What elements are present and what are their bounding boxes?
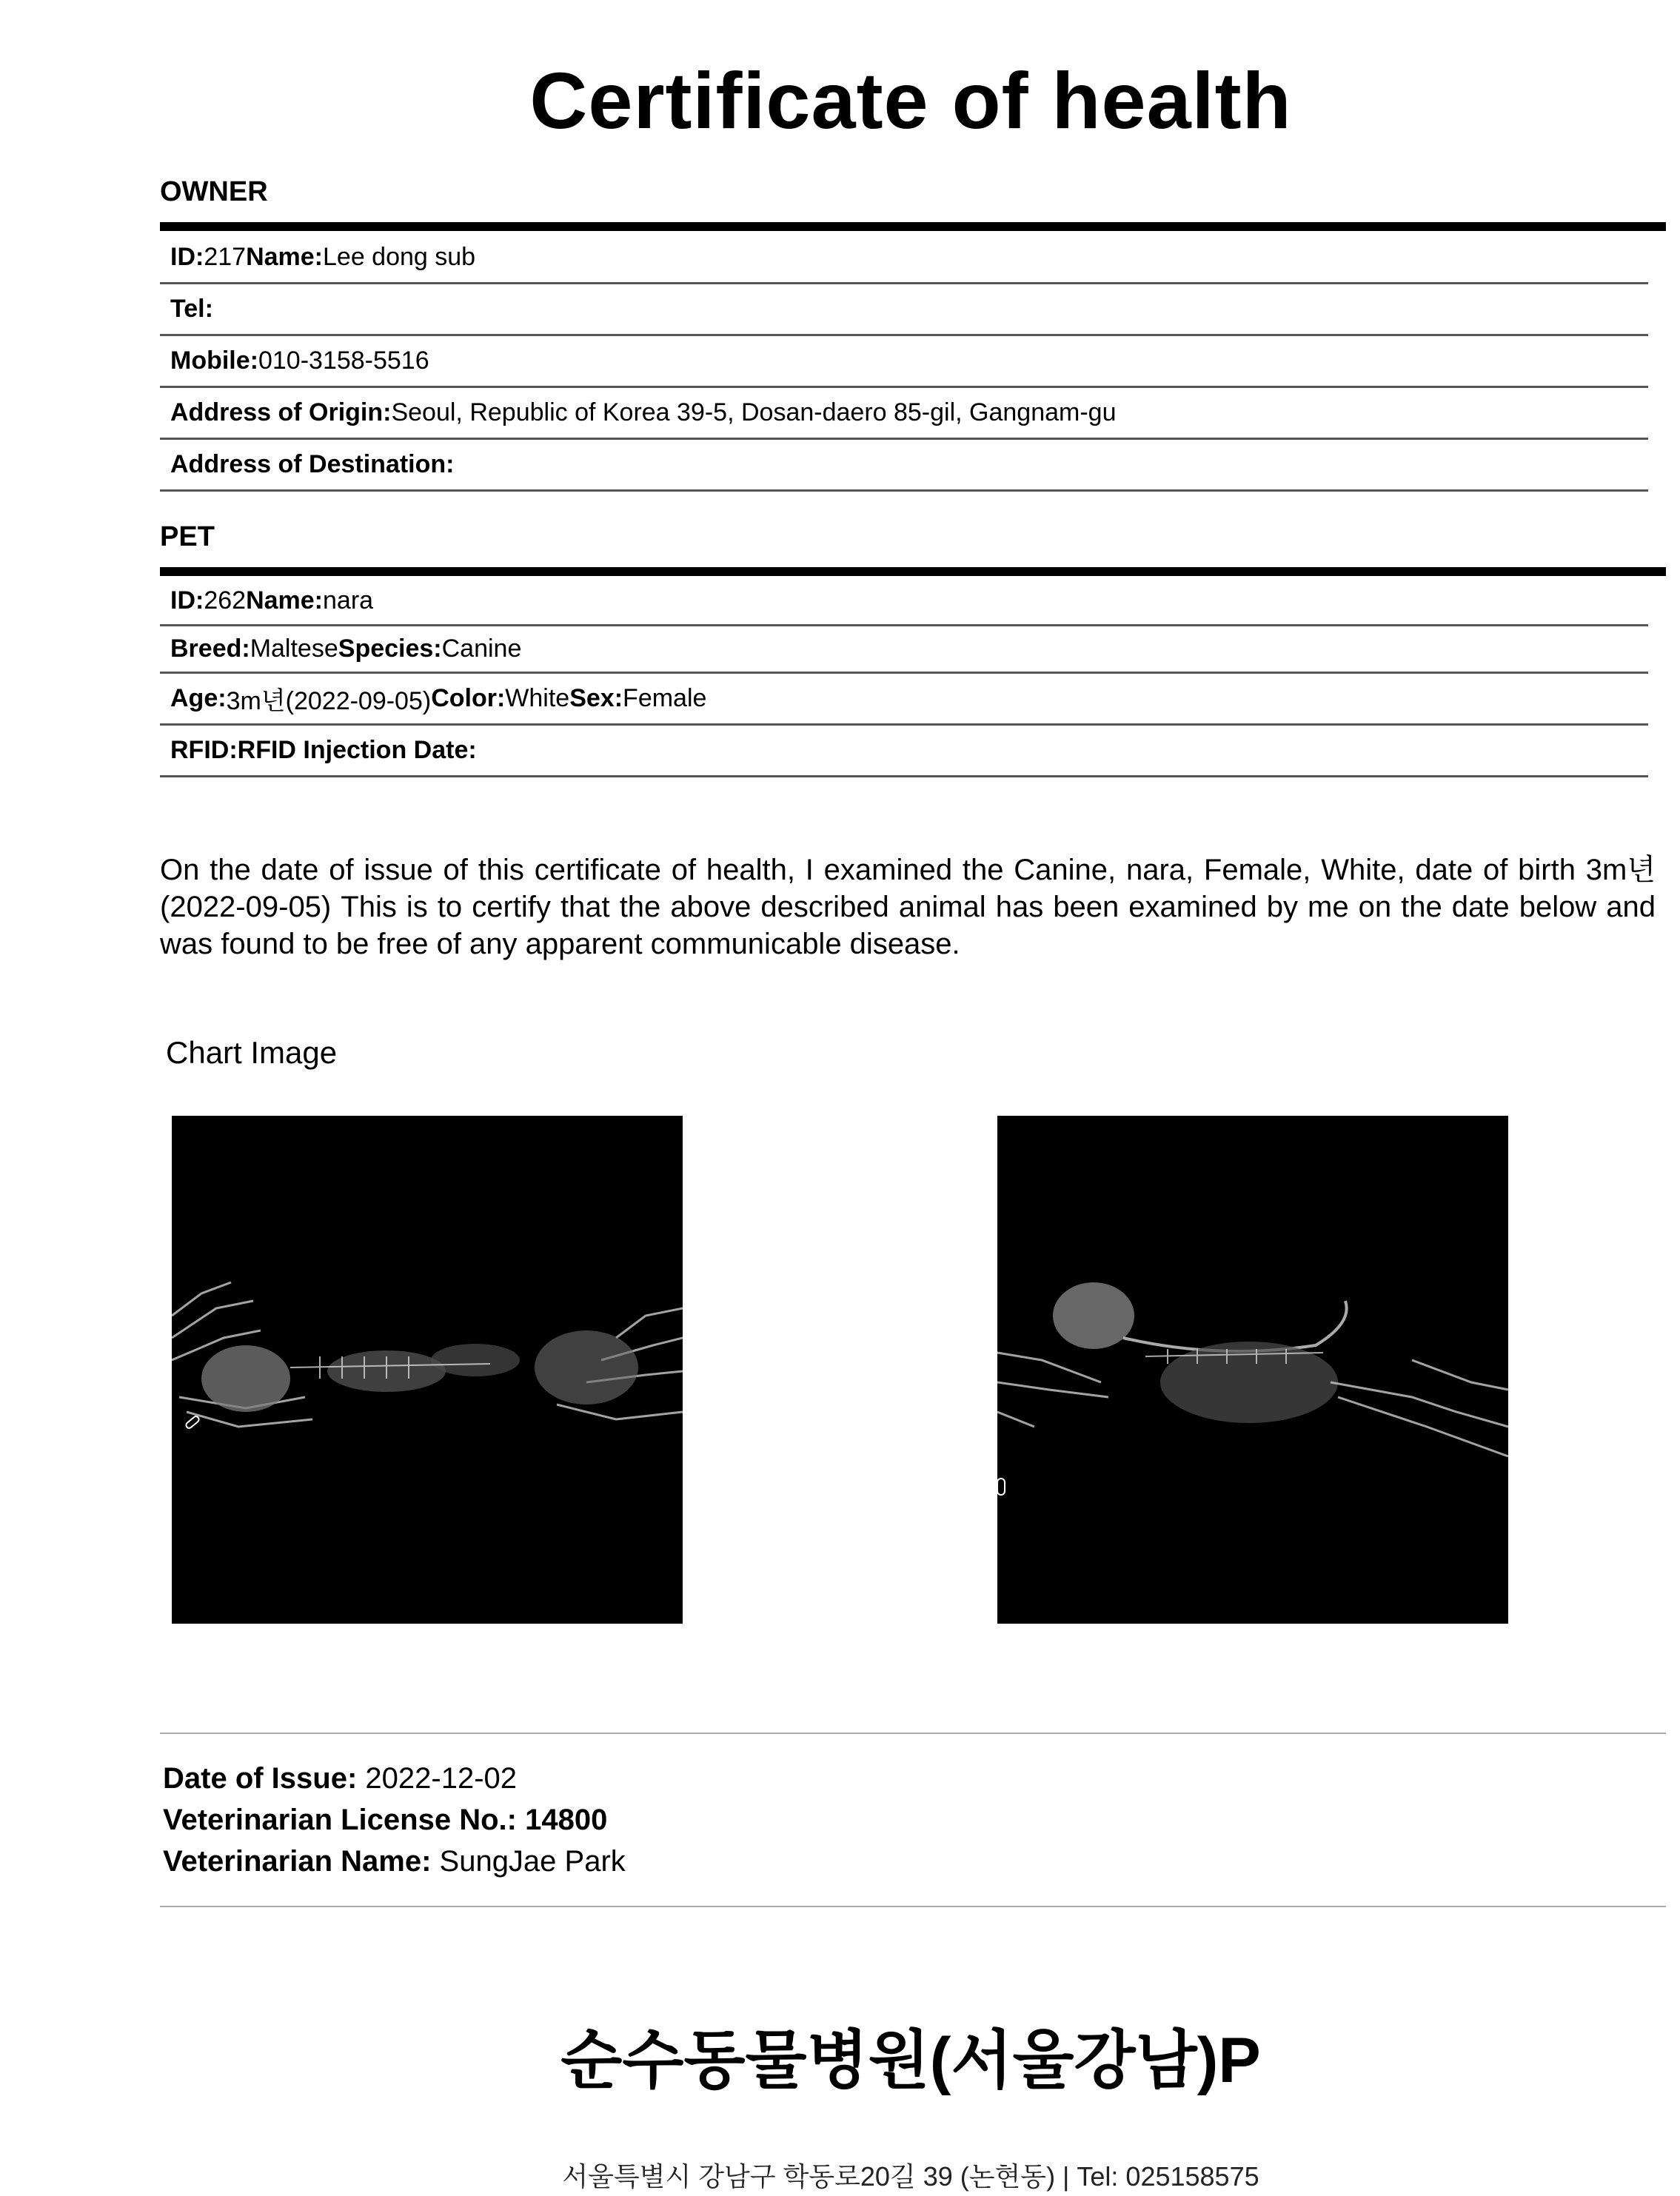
owner-destination-label: Address of Destination: [170,450,455,478]
chart-image-heading: Chart Image [166,1035,338,1070]
pet-rfid-row [160,726,1648,777]
owner-table [160,232,1648,492]
owner-name: Lee dong sub [323,243,476,271]
pet-rfid-date-label: RFID Injection Date: [237,736,477,764]
pet-table [160,578,1648,777]
issue-date-label: Date of Issue: [163,1762,358,1795]
pet-species-label: Species: [338,635,442,663]
owner-origin: Seoul, Republic of Korea 39-5, Dosan-daero 85-gil, Gangnam-gu [391,398,1117,426]
certification-statement: On the date of issue of this certificate of health, I examined the Canine, nara, Female, White, date of birth 3m년(2022-09-05) This is to certify that the above described animal has been examined by me on the date below and was found to be free of any apparent communicable disease. [160,854,1656,960]
pet-breed-label: Breed: [170,635,250,663]
pet-age-row [160,674,1648,726]
vet-name: SungJae Park [439,1845,626,1878]
pet-id-label: ID: [170,586,204,615]
pet-rfid-label: RFID: [170,736,238,764]
clinic-name: 순수동물병원(서울강남)P [560,2025,1261,2096]
document-title: Certificate of health [529,56,1292,145]
pet-sex: Female [623,684,707,712]
owner-mobile-row [160,336,1648,388]
owner-tel-row [160,284,1648,336]
pet-name: nara [323,586,374,615]
pet-sex-label: Sex: [569,684,623,712]
pet-species: Canine [441,635,522,663]
clinic-address: 서울특별시 강남구 학동로20길 39 (논현동) | Tel: 025158575 [562,2161,1259,2192]
license-number: 14800 [525,1804,608,1836]
pet-age-label: Age: [170,684,227,712]
pet-breed: Maltese [250,635,338,663]
pet-id: 262 [204,586,247,615]
pet-age: 3m년(2022-09-05) [226,687,432,715]
divider-bottom [160,1906,1666,1907]
pet-heading: PET [160,521,215,552]
owner-mobile: 010-3158-5516 [258,347,429,375]
pet-breed-row [160,626,1648,674]
vet-name-line [163,1841,626,1882]
owner-origin-row [160,388,1648,440]
xray-image-ventrodorsal [172,1116,683,1624]
issue-date: 2022-12-02 [365,1762,518,1795]
owner-id-label: ID: [170,243,204,271]
license-line [163,1799,626,1841]
license-label: Veterinarian License No.: [163,1804,517,1836]
owner-origin-label: Address of Origin: [170,398,392,426]
owner-destination-row [160,440,1648,492]
pet-color: White [505,684,570,712]
owner-id-row [160,232,1648,284]
owner-heading: OWNER [160,176,268,207]
owner-tel-label: Tel: [170,295,213,323]
pet-color-label: Color: [431,684,506,712]
owner-name-label: Name: [246,243,323,271]
vet-name-label: Veterinarian Name: [163,1845,432,1878]
owner-id: 217 [204,243,247,271]
pet-name-label: Name: [246,586,323,615]
pet-id-row [160,578,1648,626]
issue-date-line [163,1758,626,1799]
owner-rule [160,222,1666,231]
owner-mobile-label: Mobile: [170,347,258,375]
pet-rule [160,567,1666,576]
xray-image-lateral [997,1116,1508,1624]
divider-top [160,1733,1666,1734]
issue-info [163,1758,626,1882]
